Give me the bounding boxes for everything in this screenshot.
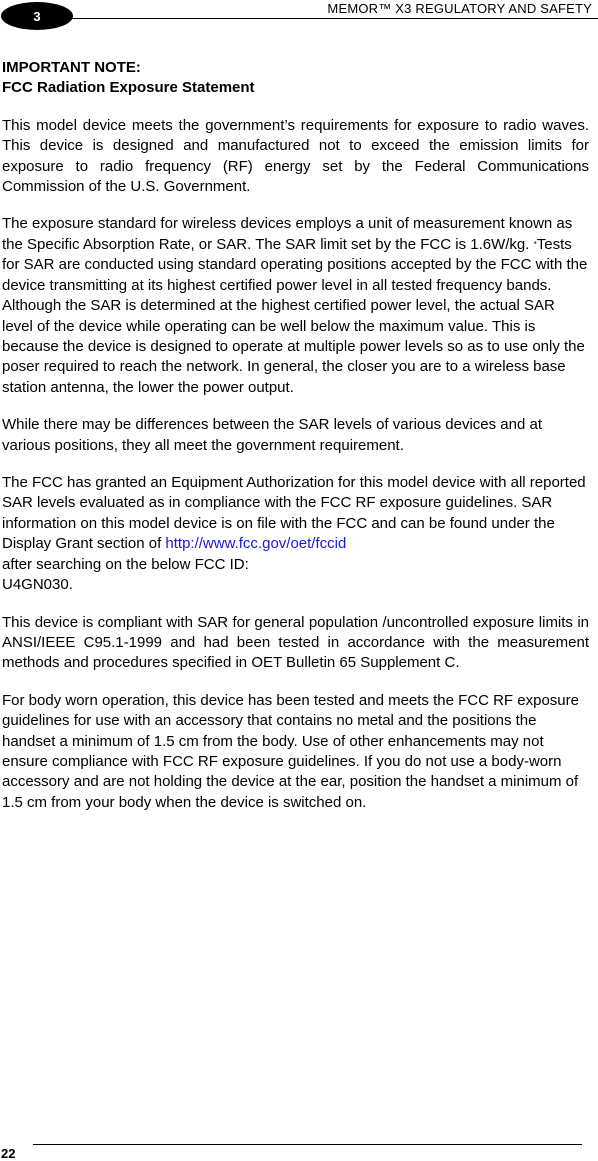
paragraph-equipment-authorization [2, 473, 589, 595]
paragraph-sar-standard [2, 214, 589, 398]
page-number: 22 [1, 1146, 16, 1161]
footer-divider [33, 1144, 582, 1145]
paragraph-differences: While there may be differences between the SAR levels of various devices and at various positions, they all meet the government requirement. [2, 416, 543, 454]
document-body [2, 58, 589, 830]
footnote-mark: * [533, 239, 537, 249]
paragraph-body-worn: For body worn operation, this device has been tested and meets the FCC RF exposure guidelines for use with an accessory that contains no metal and the positions the handset a minimum of 1.5 cm from the body. Use of other enhancements may not ensure compliance with FCC RF exposure guidelines. If you do not use a body-worn accessory and are not holding the device at the ear, position the handset a minimum of 1.5 cm from your body when the device is switched on. [2, 691, 579, 811]
heading-block [2, 58, 589, 99]
paragraph-intro: This model device meets the government’s requirements for exposure to radio waves. This device is designed and manufactured not to exceed the emission limits for exposure to radio frequency (RF) energy set by the Federal Communications Commission of the U.S. Government. [2, 116, 589, 196]
header-divider [64, 18, 598, 19]
paragraph-compliance: This device is compliant with SAR for general population /uncontrolled exposure limits in ANSI/IEEE C95.1-1999 and had been tested in accordance with the measurement methods and procedures specified in OET Bulletin 65 Supplement C. [2, 613, 589, 672]
sar-text-part2: Tests for SAR are conducted using standard operating positions accepted by the FCC with the device transmitting at its highest certified power level in all tested frequency bands. Although the SAR is determined at the highest certified power level, the actual SAR level of the device while operating can be well below the maximum value. This is because the device is designed to operate at multiple power levels so as to use only the poser required to reach the network. In general, the closer you are to a wireless base station antenna, the lower the power output. [2, 236, 588, 396]
fcc-id-link[interactable]: http://www.fcc.gov/oet/fccid [165, 535, 347, 553]
chapter-number-badge [1, 2, 73, 30]
running-header-title: MEMOR™ X3 REGULATORY AND SAFETY [327, 1, 592, 16]
authorization-text-part1: The FCC has granted an Equipment Authorization for this model device with all reported SAR levels evaluated as in compliance with the FCC RF exposure guidelines. SAR information on this model device is on file with the FCC and can be found under the Display Grant section of [2, 474, 586, 553]
chapter-number: 3 [33, 8, 41, 24]
authorization-text-part2: after searching on the below FCC ID: [2, 555, 249, 573]
important-note-heading: IMPORTANT NOTE: [2, 59, 141, 76]
section-heading: FCC Radiation Exposure Statement [2, 79, 255, 97]
sar-text-part1: The exposure standard for wireless devices employs a unit of measurement known as the Specific Absorption Rate, or SAR. The SAR limit set by the FCC is 1.6W/kg. [2, 215, 573, 254]
fcc-id-value: U4GN030. [2, 576, 73, 594]
